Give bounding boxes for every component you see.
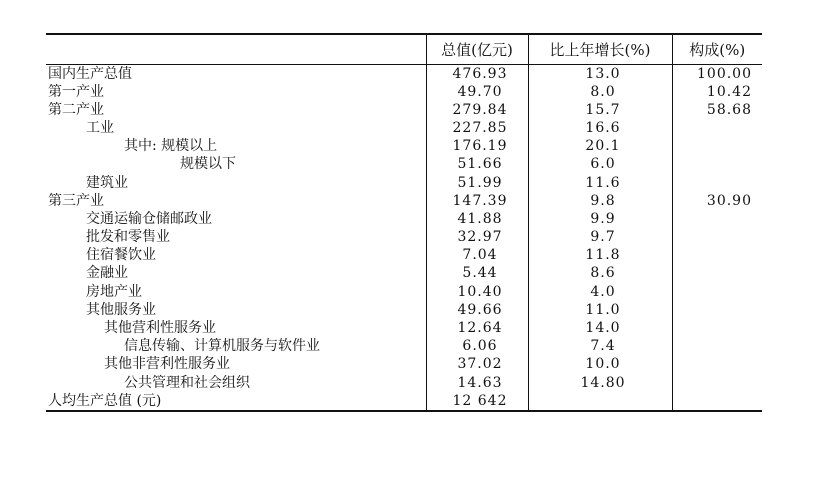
row-total-value: 51.66 (426, 155, 528, 173)
row-total-value: 10.40 (426, 283, 528, 301)
row-composition (672, 155, 762, 173)
table-row (46, 264, 762, 282)
table-row (46, 173, 762, 191)
row-total-value: 5.44 (426, 264, 528, 282)
header-composition: 构成(%) (672, 34, 762, 64)
table-row (46, 155, 762, 173)
table-row (46, 210, 762, 228)
row-label: 其他非营利性服务业 (104, 356, 230, 373)
row-growth-rate: 11.6 (528, 173, 672, 191)
row-label: 房地产业 (86, 283, 142, 300)
row-composition (672, 137, 762, 155)
row-growth-rate: 9.9 (528, 210, 672, 228)
table-row (46, 192, 762, 210)
row-composition (672, 319, 762, 337)
row-growth-rate: 8.6 (528, 264, 672, 282)
row-total-value: 147.39 (426, 192, 528, 210)
table-row (46, 301, 762, 319)
row-composition (672, 374, 762, 392)
row-growth-rate: 6.0 (528, 155, 672, 173)
row-composition (672, 283, 762, 301)
table-row (46, 101, 762, 119)
row-total-value: 37.02 (426, 355, 528, 373)
row-composition: 30.90 (706, 192, 752, 209)
table-row (46, 228, 762, 246)
row-label: 其他服务业 (86, 301, 156, 318)
header-item (46, 34, 426, 64)
row-composition: 58.68 (706, 101, 752, 118)
table-row (46, 337, 762, 355)
row-total-value: 12.64 (426, 319, 528, 337)
row-total-value: 176.19 (426, 137, 528, 155)
table-row (46, 355, 762, 373)
row-growth-rate: 15.7 (528, 101, 672, 119)
row-label: 第二产业 (48, 101, 104, 118)
row-label: 建筑业 (86, 174, 128, 191)
row-growth-rate (528, 392, 672, 411)
row-growth-rate: 14.0 (528, 319, 672, 337)
row-total-value: 12 642 (426, 392, 528, 411)
table-row (46, 83, 762, 101)
row-total-value: 49.70 (426, 83, 528, 101)
row-growth-rate: 4.0 (528, 283, 672, 301)
row-composition (672, 173, 762, 191)
row-composition (672, 210, 762, 228)
row-composition: 10.42 (706, 83, 752, 100)
header-growth-rate: 比上年增长(%) (528, 34, 672, 64)
row-total-value: 14.63 (426, 374, 528, 392)
row-label: 其他营利性服务业 (104, 320, 216, 337)
row-composition (672, 228, 762, 246)
row-total-value: 227.85 (426, 119, 528, 137)
row-label: 国内生产总值 (48, 65, 132, 82)
row-composition: 100.00 (697, 65, 752, 82)
row-label: 金融业 (86, 265, 128, 282)
table-row (46, 392, 762, 411)
row-total-value: 49.66 (426, 301, 528, 319)
row-label: 工业 (86, 119, 114, 136)
row-label: 公共管理和社会组织 (124, 374, 250, 391)
row-growth-rate: 7.4 (528, 337, 672, 355)
row-label: 信息传输、计算机服务与软件业 (124, 338, 320, 355)
row-total-value: 6.06 (426, 337, 528, 355)
row-total-value: 7.04 (426, 246, 528, 264)
row-total-value: 279.84 (426, 101, 528, 119)
table-body (46, 64, 762, 411)
row-composition (672, 301, 762, 319)
table-row (46, 319, 762, 337)
row-composition (672, 246, 762, 264)
table-row (46, 137, 762, 155)
row-composition (672, 264, 762, 282)
row-growth-rate: 9.7 (528, 228, 672, 246)
row-composition (672, 119, 762, 137)
row-total-value: 32.97 (426, 228, 528, 246)
row-label: 其中: 规模以上 (124, 138, 218, 155)
row-growth-rate: 11.8 (528, 246, 672, 264)
table-row (46, 64, 762, 83)
row-growth-rate: 9.8 (528, 192, 672, 210)
row-total-value: 51.99 (426, 173, 528, 191)
row-composition (672, 337, 762, 355)
table-row (46, 119, 762, 137)
row-total-value: 476.93 (426, 64, 528, 83)
row-growth-rate: 11.0 (528, 301, 672, 319)
row-label: 第一产业 (48, 83, 104, 100)
row-growth-rate: 20.1 (528, 137, 672, 155)
row-growth-rate: 13.0 (528, 64, 672, 83)
gdp-composition-table (46, 33, 762, 412)
row-growth-rate: 8.0 (528, 83, 672, 101)
row-total-value: 41.88 (426, 210, 528, 228)
row-growth-rate: 10.0 (528, 355, 672, 373)
row-growth-rate: 14.80 (528, 374, 672, 392)
header-total-value: 总值(亿元) (426, 34, 528, 64)
row-label: 交通运输仓储邮政业 (86, 210, 212, 227)
row-label: 住宿餐饮业 (86, 247, 156, 264)
row-growth-rate: 16.6 (528, 119, 672, 137)
table-row (46, 283, 762, 301)
table-row (46, 374, 762, 392)
row-label: 批发和零售业 (86, 229, 170, 246)
table-header-row (46, 34, 762, 64)
statistics-table-container (46, 33, 762, 412)
row-composition (672, 355, 762, 373)
row-label: 人均生产总值 (元) (46, 392, 426, 411)
row-label: 第三产业 (48, 192, 104, 209)
row-composition (672, 392, 762, 411)
table-row (46, 246, 762, 264)
row-label: 规模以下 (180, 156, 236, 173)
